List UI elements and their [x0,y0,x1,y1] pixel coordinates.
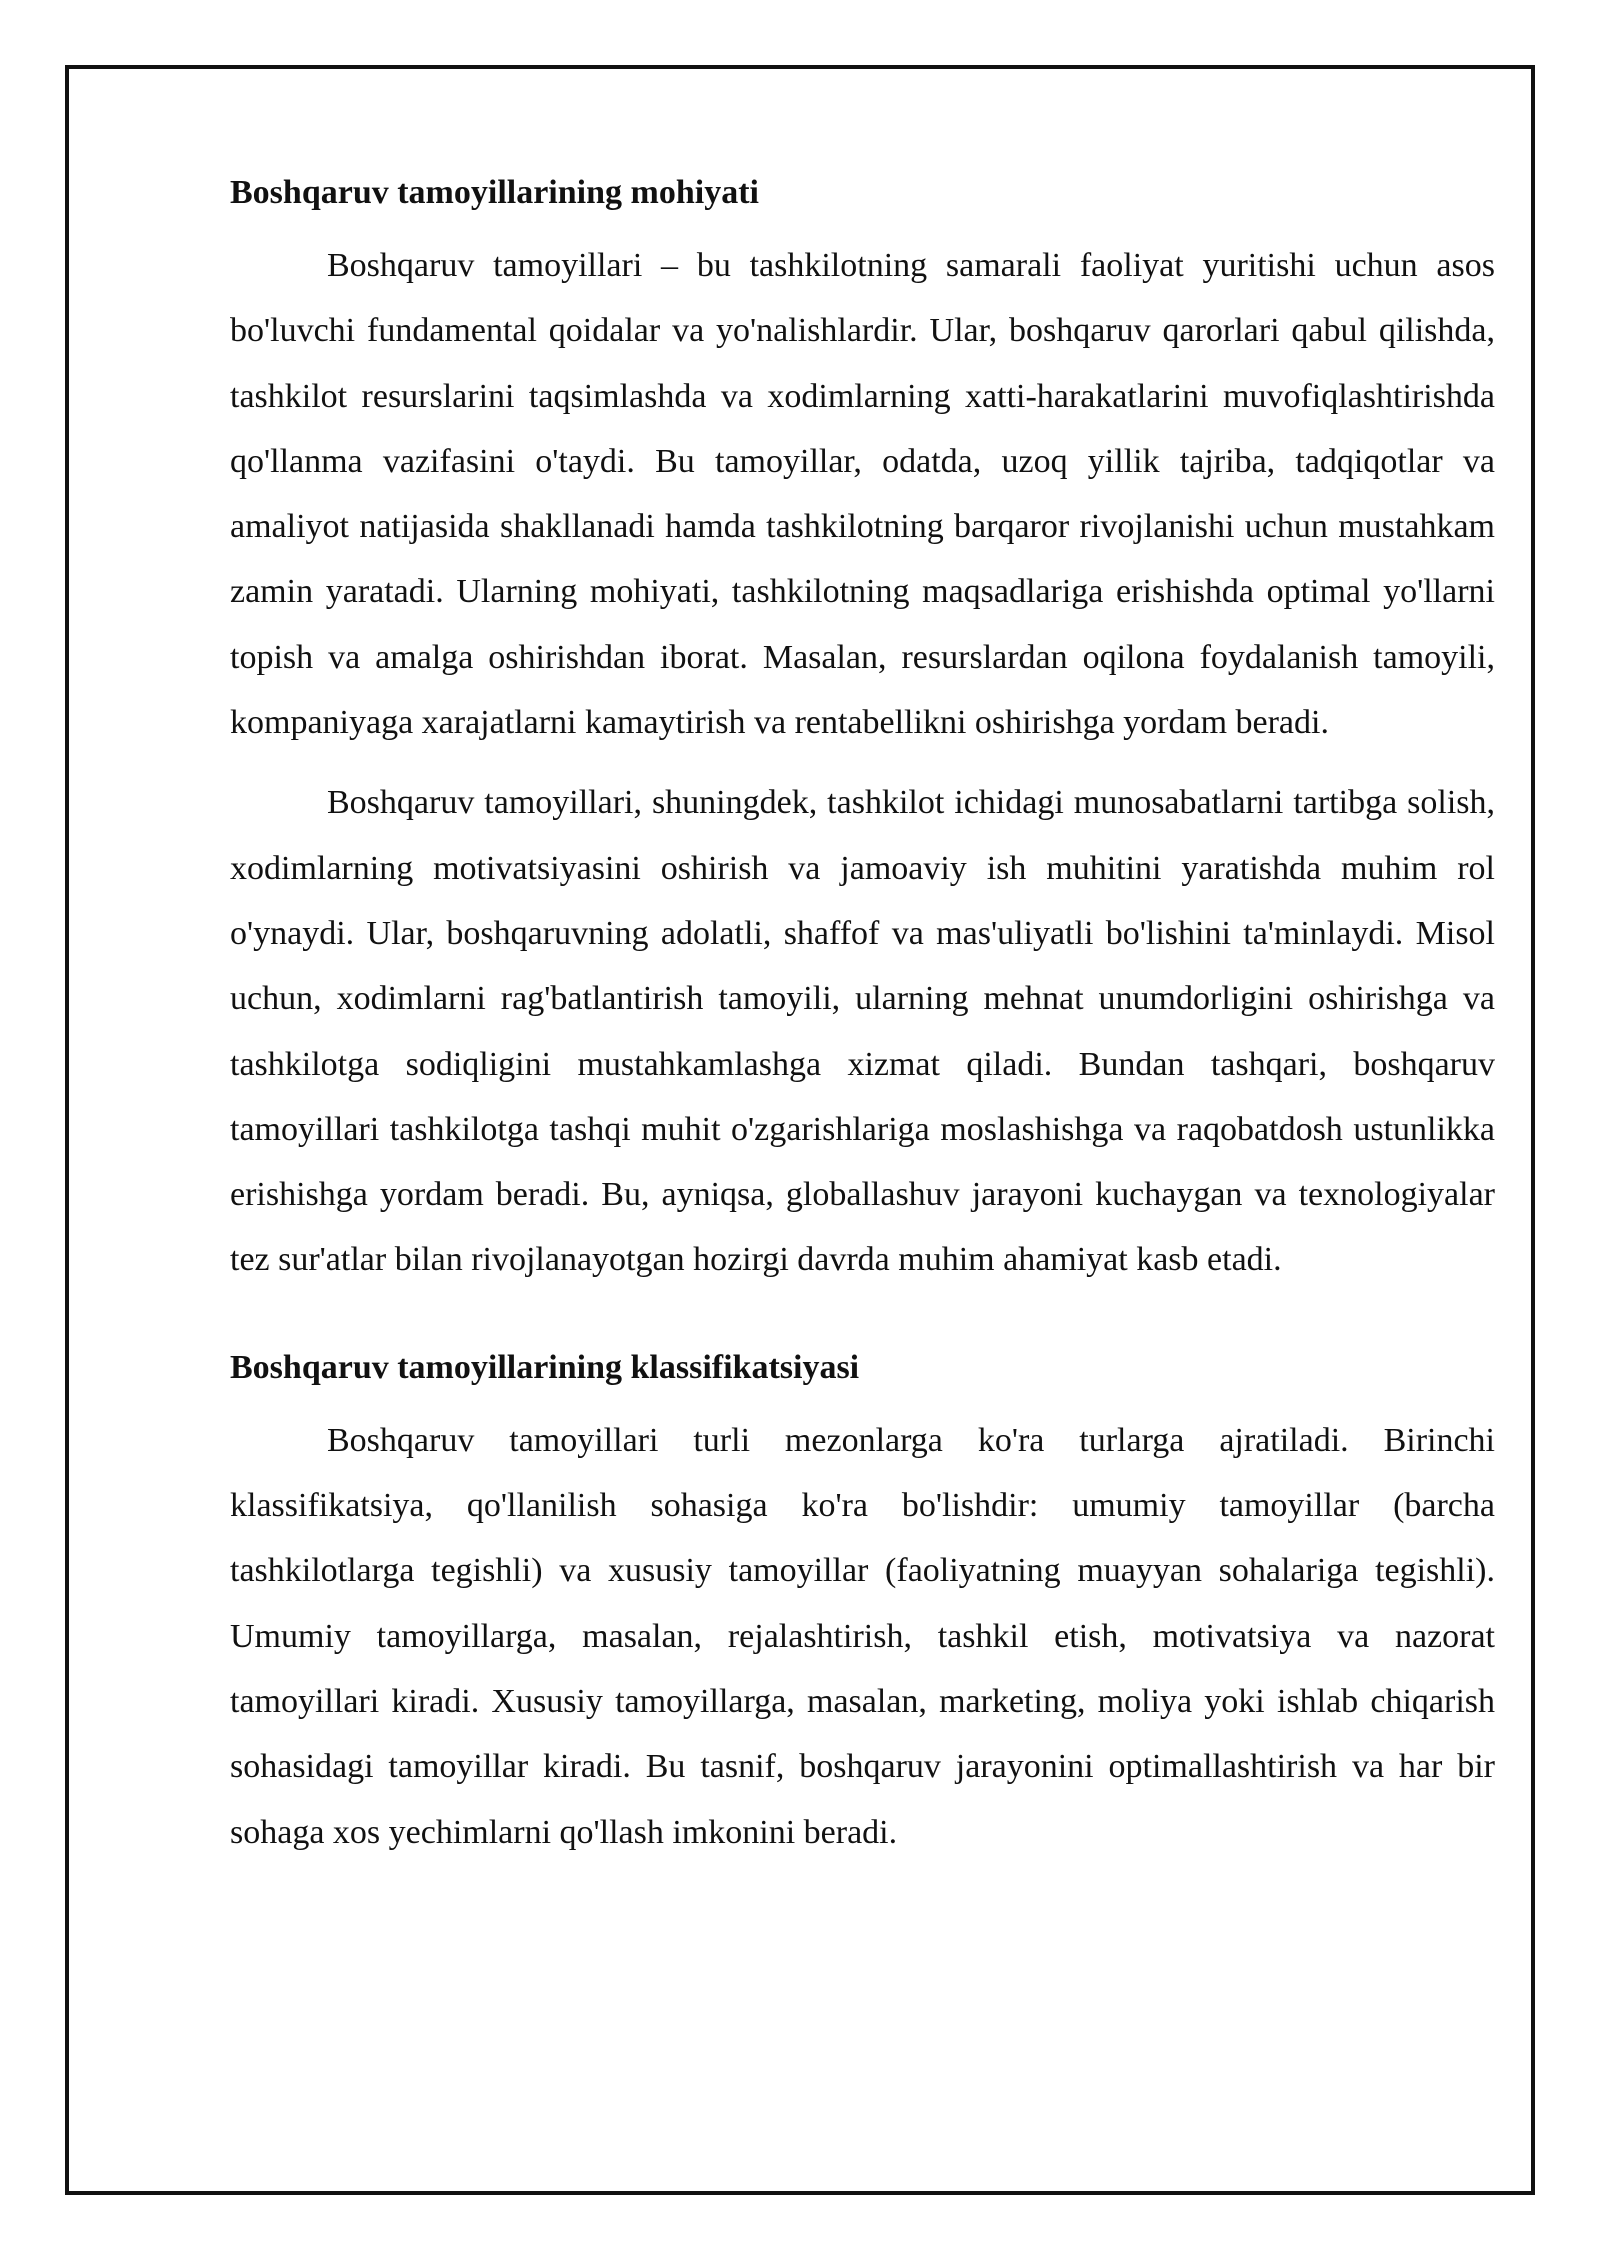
section-heading-mohiyati: Boshqaruv tamoyillarining mohiyati [230,174,759,211]
section-heading-klassifikatsiyasi: Boshqaruv tamoyillarining klassifikatsiyasi [230,1348,860,1386]
paragraph: Boshqaruv tamoyillari, shuningdek, tashkilot ichidagi munosabatlarni tartibga solish, xodimlarning motivatsiyasini oshirish va jamoaviy ish muhitini yaratishda muhim rol o'ynaydi. Ular, boshqaruvning adolatli, shaffof va mas'uliyatli bo'lishini ta'minlaydi. Misol uchun, xodimlarni rag'batlantirish tamoyili, ularning mehnat unumdorligini oshirishga va tashkilotga sodiqligini mustahkamlashga xizmat qiladi. Bundan tashqari, boshqaruv tamoyillari tashkilotga tashqi muhit o'zgarishlariga moslashishga va raqobatdosh ustunlikka erishishga yordam beradi. Bu, ayniqsa, globallashuv jarayoni kuchaygan va texnologiyalar tez sur'atlar bilan rivojlanayotgan hozirgi davrda muhim ahamiyat kasb etadi. [230,784,1495,1279]
document-body [230,170,1495,1880]
paragraph: Boshqaruv tamoyillari turli mezonlarga ko'ra turlarga ajratiladi. Birinchi klassifikatsiya, qo'llanilish sohasiga ko'ra bo'lishdir: umumiy tamoyillar (barcha tashkilotlarga tegishli) va xususiy tamoyillar (faoliyatning muayyan sohalariga tegishli). Umumiy tamoyillarga, masalan, rejalashtirish, tashkil etish, motivatsiya va nazorat tamoyillari kiradi. Xususiy tamoyillarga, masalan, marketing, moliya yoki ishlab chiqarish sohasidagi tamoyillar kiradi. Bu tasnif, boshqaruv jarayonini optimallashtirish va har bir sohaga xos yechimlarni qo'llash imkonini beradi. [230,1421,1495,1851]
paragraph: Boshqaruv tamoyillari – bu tashkilotning samarali faoliyat yuritishi uchun asos bo'luvchi fundamental qoidalar va yo'nalishlardir. Ular, boshqaruv qarorlari qabul qilishda, tashkilot resurslarini taqsimlashda va xodimlarning xatti-harakatlarini muvofiqlashtirishda qo'llanma vazifasini o'taydi. Bu tamoyillar, odatda, uzoq yillik tajriba, tadqiqotlar va amaliyot natijasida shakllanadi hamda tashkilotning barqaror rivojlanishi uchun mustahkam zamin yaratadi. Ularning mohiyati, tashkilotning maqsadlariga erishishda optimal yo'llarni topish va amalga oshirishdan iborat. Masalan, resurslardan oqilona foydalanish tamoyili, kompaniyaga xarajatlarni kamaytirish va rentabellikni oshirishga yordam beradi. [230,247,1495,742]
